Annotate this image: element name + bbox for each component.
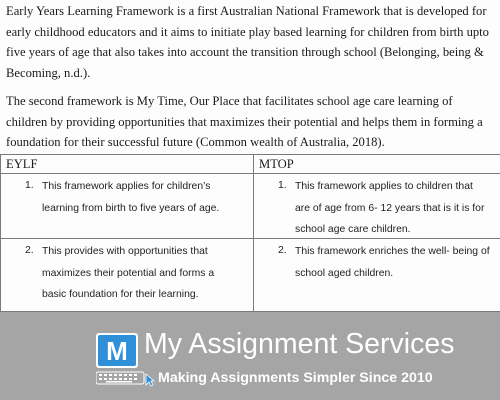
watermark-banner [0,312,500,400]
brand-tagline: Making Assignments Simpler Since 2010 [158,370,433,386]
text-line: Becoming, n.d.). [6,66,91,81]
cell-text-line: This framework enriches the well- being of [295,246,490,257]
cell-text-line: basic foundation for their learning. [42,289,199,301]
logo-letter: M [106,336,128,366]
table-row [1,174,500,239]
brand-logo-icon [96,333,138,368]
table-cell [1,239,254,312]
list-number: 1. [278,180,287,191]
header-eylf: EYLF [1,155,254,174]
table-cell [1,174,254,239]
cell-text-line: This framework applies to children that [295,181,473,192]
list-number: 2. [278,245,287,256]
text-line: foundation for their successful future (Common wealth of Australia, 2018). [6,135,385,150]
text-line: five years of age that also takes into account the transition through school (Belonging, being & [6,45,484,60]
paragraph-mtop-intro [6,91,496,153]
text-line: early childhood educators and it aims to initiate play based learning for children from birth upto [6,24,489,39]
cursor-icon [145,373,155,387]
cell-text-line: school aged children. [295,267,394,279]
cell-text-line: This provides with opportunities that [42,246,208,257]
cell-text-line: school age care children. [295,224,411,236]
list-number: 1. [25,180,34,191]
text-line: The second framework is My Time, Our Place that facilitates school age care learning of [6,94,453,108]
table-header-row [1,155,500,174]
cell-text-line: are of age from 6- 12 years that is it is for [295,202,485,214]
table-row [1,239,500,312]
brand-name: My Assignment Services [144,328,455,360]
text-line: Early Years Learning Framework is a first Australian National Framework that is developed for [6,4,487,18]
cell-text-line: maximizes their potential and forms a [42,267,215,279]
text-line: children by providing opportunities that maximizes their potential and helps them in forming a [6,114,483,129]
list-number: 2. [25,245,34,256]
comparison-table [0,154,500,312]
paragraph-eylf-intro [6,1,496,84]
table-cell [254,174,500,239]
cell-text-line: learning from birth to five years of age. [42,202,220,214]
keyboard-icon [96,371,152,385]
header-mtop: MTOP [254,155,500,174]
cell-text-line: This framework applies for children’s [42,181,211,192]
table-cell [254,239,500,312]
